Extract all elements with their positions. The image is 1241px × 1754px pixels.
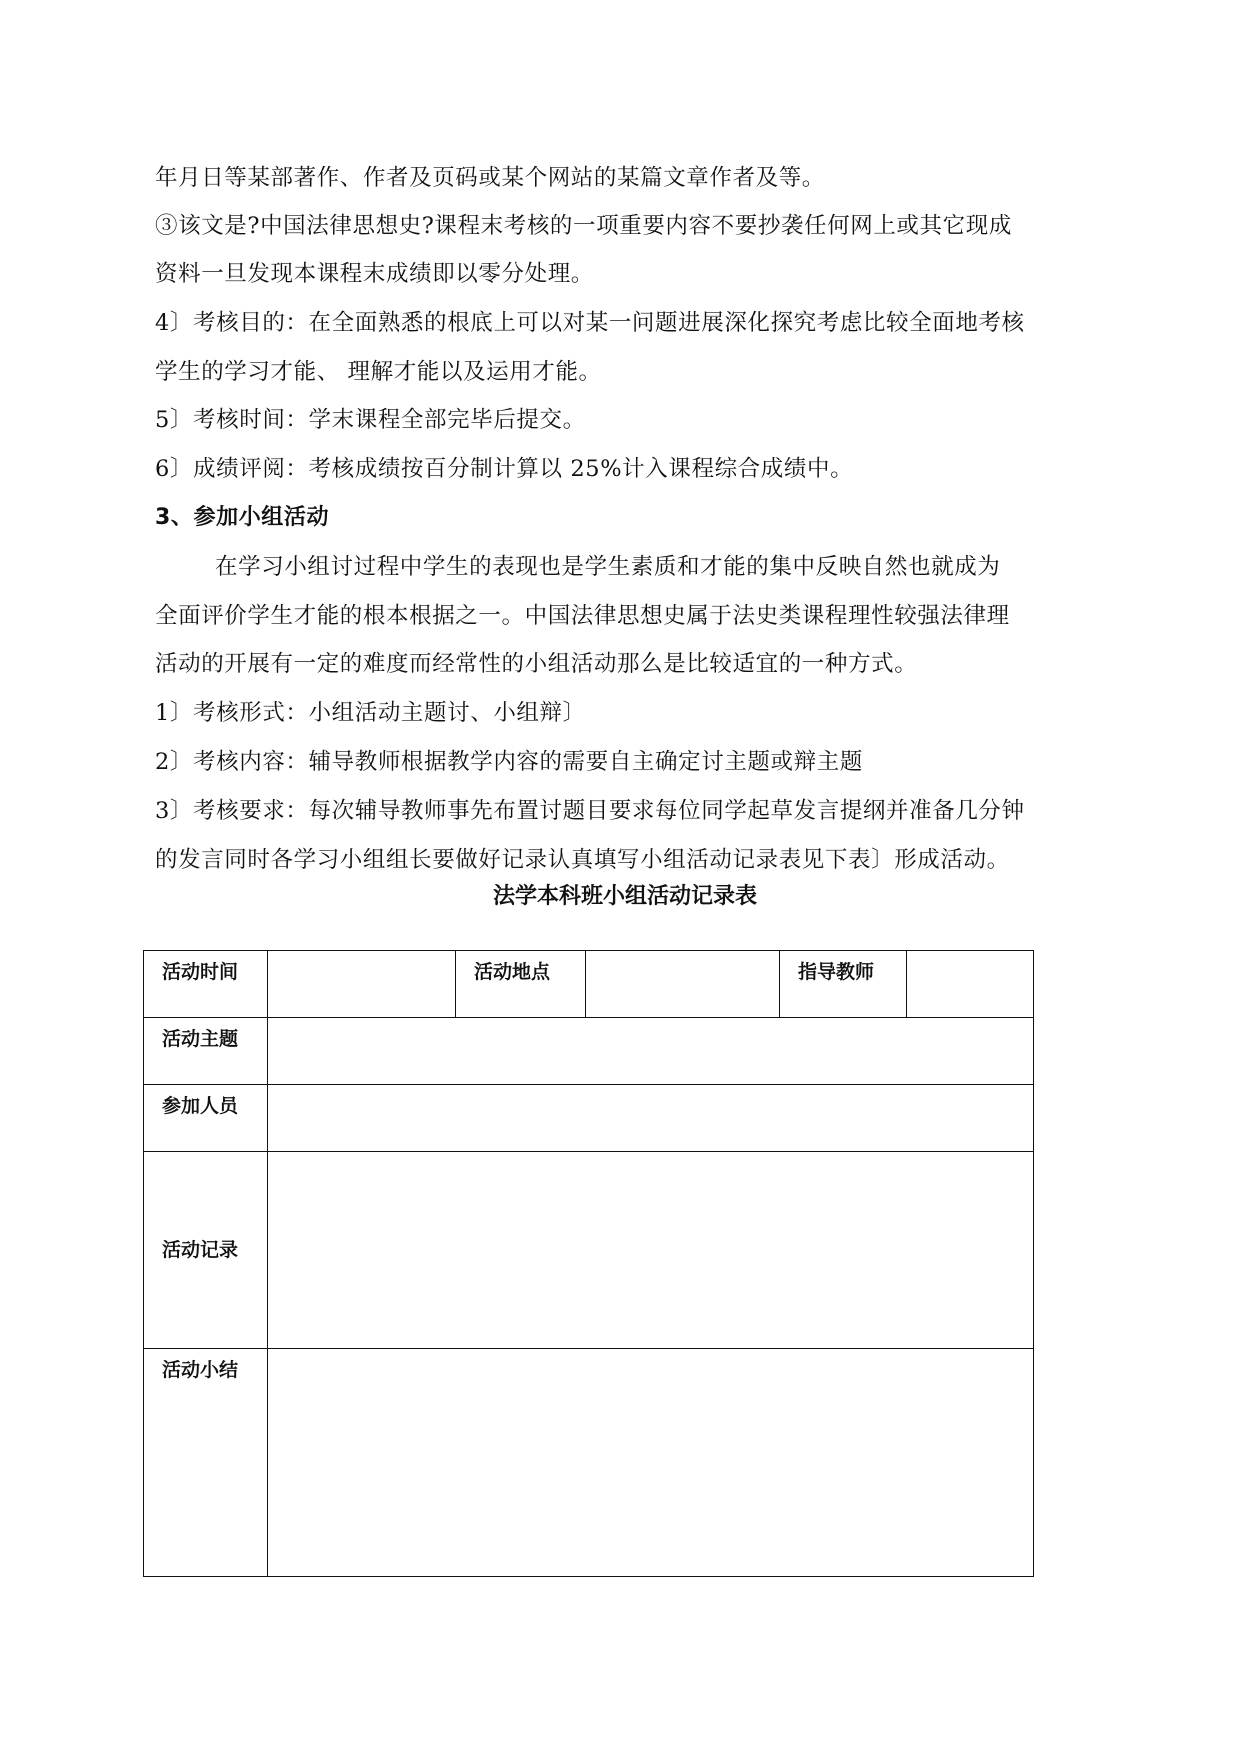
activity-summary-label: 活动小结 (144, 1349, 268, 1577)
activity-place-label: 活动地点 (456, 951, 586, 1018)
activity-time-label: 活动时间 (144, 951, 268, 1018)
paragraph-line: 5〕考核时间：学末课程全部完毕后提交。 (155, 407, 586, 433)
teacher-field[interactable] (907, 951, 1034, 1018)
activity-theme-label: 活动主题 (144, 1018, 268, 1085)
paragraph-line: 4〕考核目的：在全面熟悉的根底上可以对某一问题进展深化探究考虑比较全面地考核 (155, 310, 1025, 336)
paragraph-line: 在学习小组讨过程中学生的表现也是学生素质和才能的集中反映自然也就成为 (215, 554, 1001, 580)
table-title: 法学本科班小组活动记录表 (492, 884, 757, 909)
paragraph-line: 活动的开展有一定的难度而经常性的小组活动那么是比较适宜的一种方式。 (155, 651, 918, 677)
paragraph-line: 全面评价学生才能的根本根据之一。中国法律思想史属于法史类课程理性较强法律理 (155, 603, 1010, 629)
paragraph-line: 3〕考核要求：每次辅导教师事先布置讨题目要求每位同学起草发言提纲并准备几分钟 (155, 798, 1025, 824)
activity-summary-field[interactable] (268, 1349, 1034, 1577)
activity-place-field[interactable] (586, 951, 780, 1018)
teacher-label: 指导教师 (780, 951, 907, 1018)
activity-record-table (143, 950, 1034, 1577)
participants-label: 参加人员 (144, 1085, 268, 1152)
section-heading: 3、参加小组活动 (155, 505, 330, 530)
activity-record-field[interactable] (268, 1152, 1034, 1349)
paragraph-line: 学生的学习才能、 理解才能以及运用才能。 (155, 359, 602, 385)
paragraph-line: 1〕考核形式：小组活动主题讨、小组辩〕 (155, 700, 586, 726)
paragraph-line: 2〕考核内容：辅导教师根据教学内容的需要自主确定讨主题或辩主题 (155, 749, 863, 775)
participants-field[interactable] (268, 1085, 1034, 1152)
paragraph-line: 的发言同时各学习小组组长要做好记录认真填写小组活动记录表见下表〕形成活动。 (155, 847, 1010, 873)
activity-record-label: 活动记录 (144, 1152, 268, 1349)
paragraph-line: 年月日等某部著作、作者及页码或某个网站的某篇文章作者及等。 (155, 165, 825, 191)
activity-time-field[interactable] (268, 951, 456, 1018)
paragraph-line: 资料一旦发现本课程末成绩即以零分处理。 (155, 261, 594, 287)
paragraph-line: ③该文是?中国法律思想史?课程末考核的一项重要内容不要抄袭任何网上或其它现成 (155, 213, 1012, 239)
activity-theme-field[interactable] (268, 1018, 1034, 1085)
paragraph-line: 6〕成绩评阅：考核成绩按百分制计算以 25%计入课程综合成绩中。 (155, 456, 854, 482)
